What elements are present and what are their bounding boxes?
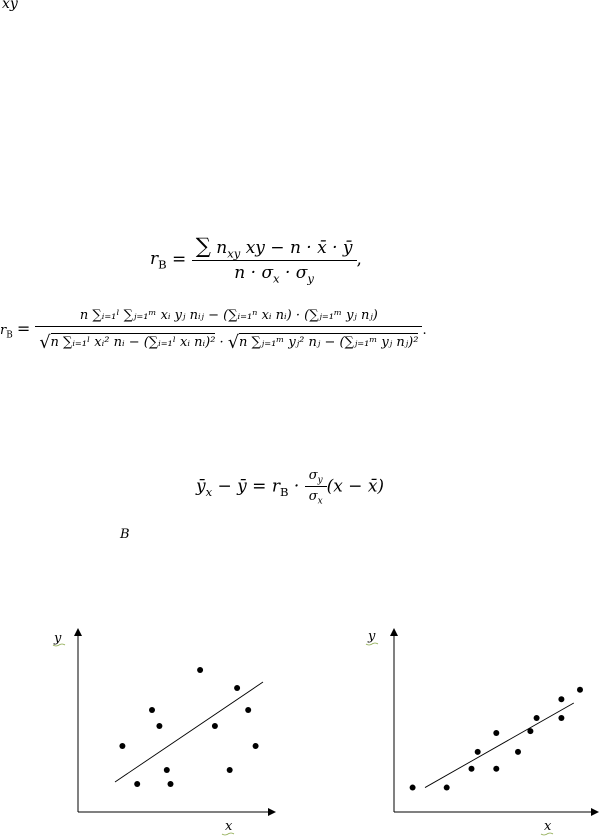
data-point <box>253 743 259 749</box>
formula-1-denominator: $n \cdot \sigma_x \cdot \sigma_y$ <box>192 260 357 285</box>
data-point <box>527 728 533 734</box>
data-point <box>534 715 540 721</box>
data-point <box>168 781 174 787</box>
formula-1-numerator: ∑ $n_{xy}$ xy − n · x̄ · ȳ <box>195 234 353 261</box>
regression-line <box>115 682 263 782</box>
formula-1: $r_B$ = $\frac{\sum n_{xy} xy - n \cdot x̄ \cdot ȳ}{n \cdot \sigma_x \cdot \sigma_y}$ , <box>150 234 362 286</box>
data-point <box>234 685 240 691</box>
formula-3: $ȳ_x$ − ȳ = $r_B$ · $\frac{\sigma_y}{\sigma_x}$ (x − x̄) <box>196 468 385 507</box>
data-point <box>212 723 218 729</box>
data-point <box>245 707 251 713</box>
data-point <box>444 785 450 791</box>
data-point <box>197 667 203 673</box>
formula-3-fraction: $\frac{\sigma_y}{\sigma_x}$ <box>305 468 327 506</box>
data-point <box>493 766 499 772</box>
y-axis-label: y <box>54 631 62 646</box>
formula-2-fraction <box>35 308 422 353</box>
data-point <box>119 743 125 749</box>
data-point <box>469 766 475 772</box>
regression-line <box>425 703 574 788</box>
x-axis-label: x <box>544 819 552 834</box>
data-point <box>134 781 140 787</box>
scatter-plots <box>0 620 605 837</box>
formula-1-lhs: $r_B$ <box>150 249 167 272</box>
formula-2: $r_B$ = n ∑ᵢ₌₁ˡ ∑ⱼ₌₁ᵐ xᵢ yⱼ nᵢⱼ − (∑ᵢ₌₁ⁿ xᵢ nᵢ) · (∑ⱼ₌₁ᵐ yⱼ nⱼ) √n ∑ᵢ₌₁ˡ xᵢ² nᵢ − (∑ᵢ₌₁ˡ xᵢ nᵢ)² · √n ∑ⱼ₌₁ᵐ yⱼ² nⱼ − (∑ⱼ₌₁ᵐ yⱼ nⱼ)² . <box>0 308 427 353</box>
data-point <box>227 767 233 773</box>
formula-2-sqrt-left: n ∑ᵢ₌₁ˡ xᵢ² nᵢ − (∑ᵢ₌₁ˡ xᵢ nᵢ)² <box>50 335 216 350</box>
data-point <box>493 730 499 736</box>
formula-2-lhs: $r_B$ <box>0 323 13 341</box>
data-point <box>577 687 583 693</box>
data-point <box>156 723 162 729</box>
formula-2-denominator: √n ∑ᵢ₌₁ˡ xᵢ² nᵢ − (∑ᵢ₌₁ˡ xᵢ nᵢ)² · √n ∑ⱼ₌₁ᵐ yⱼ² nⱼ − (∑ⱼ₌₁ᵐ yⱼ nⱼ)² <box>35 326 422 353</box>
stray-symbol: В <box>120 527 130 542</box>
formula-1-fraction <box>192 234 357 286</box>
data-point <box>149 707 155 713</box>
data-point <box>410 785 416 791</box>
data-point <box>558 696 564 702</box>
y-axis-label: y <box>368 629 376 644</box>
scatter-plot-strong-correlation <box>366 629 595 835</box>
x-axis-label: x <box>225 819 233 834</box>
formula-2-numerator: n ∑ᵢ₌₁ˡ ∑ⱼ₌₁ᵐ xᵢ yⱼ nᵢⱼ − (∑ᵢ₌₁ⁿ xᵢ nᵢ) · (∑ⱼ₌₁ᵐ yⱼ nⱼ) <box>79 308 378 323</box>
data-point <box>558 715 564 721</box>
data-point <box>475 749 481 755</box>
data-point <box>164 767 170 773</box>
data-point <box>515 749 521 755</box>
formula-2-sqrt-right: n ∑ⱼ₌₁ᵐ yⱼ² nⱼ − (∑ⱼ₌₁ᵐ yⱼ nⱼ)² <box>238 335 419 350</box>
scatter-plot-weak-correlation <box>53 631 272 835</box>
header-fragment: xy <box>2 0 18 12</box>
